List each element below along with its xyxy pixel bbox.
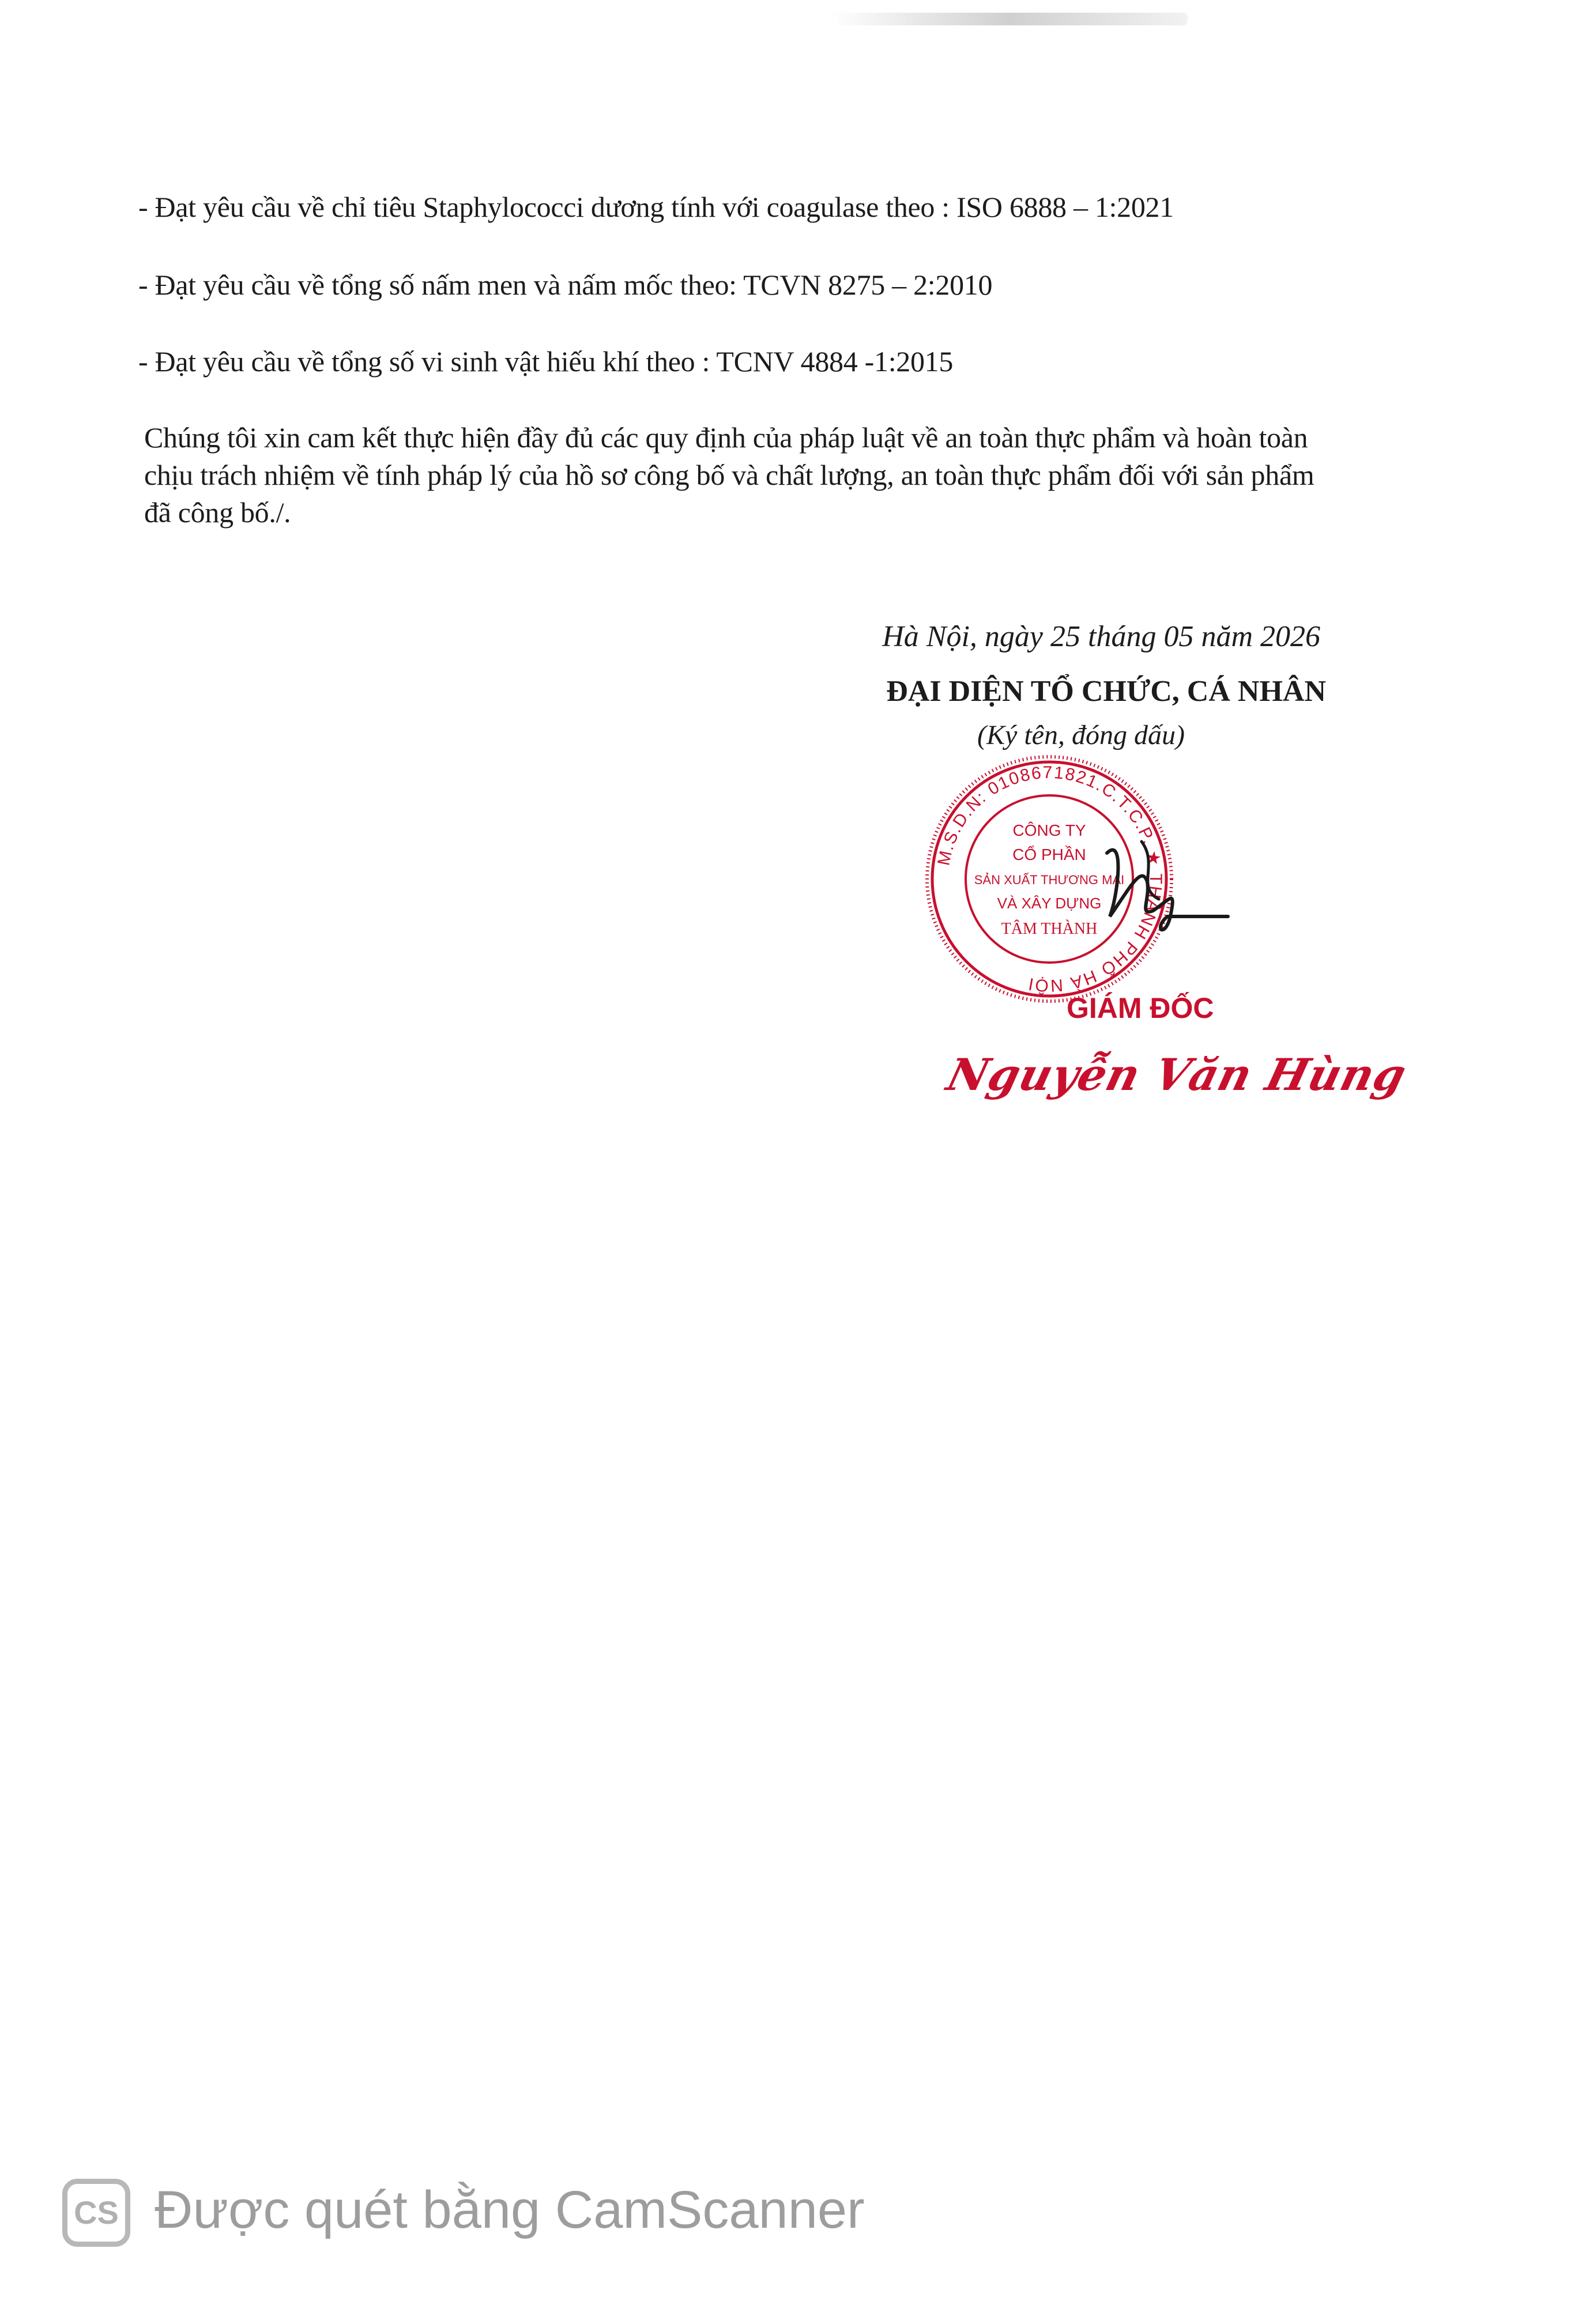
sign-date: Hà Nội, ngày 25 tháng 05 năm 2026 xyxy=(882,620,1320,653)
director-name: Nguyễn Văn Hùng xyxy=(941,1049,1412,1100)
requirement-aerobic: - Đạt yêu cầu về tổng số vi sinh vật hiếu khí theo : TCNV 4884 -1:2015 xyxy=(138,345,954,378)
handwritten-signature xyxy=(1084,830,1234,957)
commitment-line: Chúng tôi xin cam kết thực hiện đầy đủ các quy định của pháp luật về an toàn thực phẩm và hoàn toàn xyxy=(144,421,1308,454)
requirement-staphylococci: - Đạt yêu cầu về chỉ tiêu Staphylococci dương tính với coagulase theo : ISO 6888 – 1:2021 xyxy=(138,191,1174,223)
representative-heading: ĐẠI DIỆN TỔ CHỨC, CÁ NHÂN xyxy=(886,675,1326,708)
svg-text:SẢN XUẤT THƯƠNG MẠI: SẢN XUẤT THƯƠNG MẠI xyxy=(974,873,1125,887)
director-title: GIÁM ĐỐC xyxy=(1067,992,1214,1024)
svg-text:CỔ PHẦN: CỔ PHẦN xyxy=(1012,846,1086,863)
svg-text:CÔNG TY: CÔNG TY xyxy=(1012,821,1086,839)
camscanner-logo-icon: CS xyxy=(62,2179,130,2247)
commitment-paragraph xyxy=(144,419,1441,531)
requirement-yeast-mold: - Đạt yêu cầu về tổng số nấm men và nấm mốc theo: TCVN 8275 – 2:2010 xyxy=(138,269,993,301)
sign-note: (Ký tên, đóng dấu) xyxy=(977,720,1185,750)
svg-text:VÀ XÂY DỰNG: VÀ XÂY DỰNG xyxy=(997,895,1102,912)
camscanner-watermark: Được quét bằng CamScanner xyxy=(155,2180,865,2239)
commitment-line: chịu trách nhiệm về tính pháp lý của hồ sơ công bố và chất lượng, an toàn thực phẩm đối với sản phẩm xyxy=(144,459,1314,491)
svg-text:M.S.D.N: 0108671821.C.T.C.P. ★: M.S.D.N: 0108671821.C.T.C.P. ★ THÀNH PHỐ HÀ NỘI xyxy=(934,763,1166,995)
commitment-line: đã công bố./. xyxy=(144,496,291,529)
scan-edge-artifact xyxy=(830,13,1188,25)
svg-text:TÂM THÀNH: TÂM THÀNH xyxy=(1001,920,1098,938)
